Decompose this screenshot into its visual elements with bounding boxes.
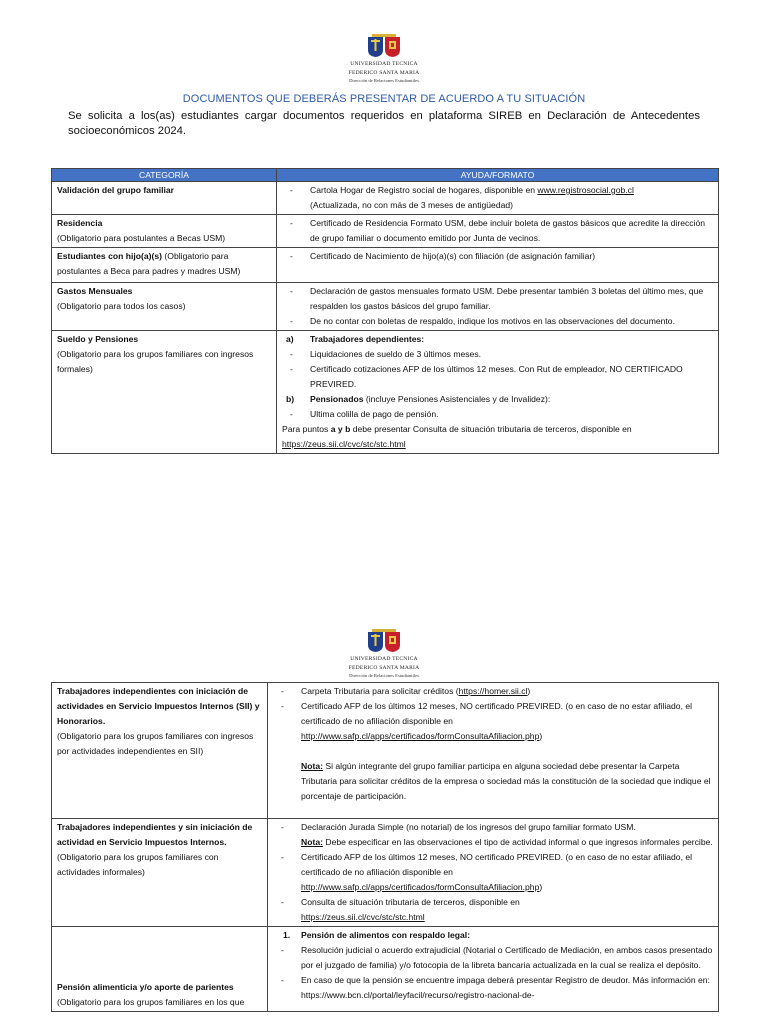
list-item — [273, 820, 713, 850]
category-title: Trabajadores independientes y sin iniciación de actividad en Servicio Impuestos Internos. — [57, 822, 253, 847]
document-title: DOCUMENTOS QUE DEBERÁS PRESENTAR DE ACUERDO A TU SITUACIÓN — [182, 93, 586, 105]
subsection-label — [273, 928, 713, 943]
table-row — [52, 683, 719, 819]
item-text: Carpeta Tributaria para solicitar créditos ( — [301, 686, 459, 696]
homer-sii-link[interactable]: https://homer.sii.cl — [458, 686, 528, 696]
subsection-marker: a) — [286, 334, 294, 344]
item-text: ) — [539, 731, 543, 741]
category-title: Gastos Mensuales — [57, 286, 133, 296]
help-cell — [277, 215, 719, 248]
help-cell — [268, 819, 719, 927]
help-cell — [268, 927, 719, 1012]
subsection-note: (incluye Pensiones Asistenciales y de Invalidez): — [363, 394, 551, 404]
category-note: (Obligatorio para los grupos familiares con actividades informales) — [57, 852, 219, 877]
nota-label: Nota: — [301, 761, 323, 771]
item-text: ) — [527, 686, 531, 696]
item-text: Certificado AFP de los últimos 12 meses, NO certificado PREVIRED. (o en caso de no estar afiliado, el certificado de no afiliación disponible en — [301, 701, 693, 726]
table-row — [52, 927, 719, 1012]
subsection-title: Pensión de alimentos con respaldo legal: — [301, 930, 471, 940]
item-text: Consulta de situación tributaria de terceros, disponible en — [301, 897, 520, 907]
tax-note — [282, 422, 713, 452]
list-item: - Certificado de Residencia Formato USM, debe incluir boleta de gastos básicos que acredite la dirección de grupo familiar o documento emitido por Junta de vecinos. — [282, 216, 713, 246]
category-cell — [52, 248, 277, 283]
category-cell — [52, 283, 277, 331]
list-item — [273, 895, 713, 925]
sii-stc-link[interactable]: https://zeus.sii.cl/cvc/stc/stc.html — [282, 439, 406, 449]
safp-link[interactable]: http://www.safp.cl/apps/certificados/formConsultaAfiliacion.php — [301, 882, 540, 892]
nota-block — [273, 759, 713, 804]
nota-text: Si algún integrante del grupo familiar participa en alguna sociedad debe presentar la Carpeta Tributaria para solicitar créditos de la empresa o sociedad más la constitución de la sociedad que indique el porcentaje de participación. — [301, 761, 711, 801]
documents-table-page-1 — [51, 168, 719, 454]
category-cell — [52, 927, 268, 1012]
item-text: Cartola Hogar de Registro social de hogares, disponible en — [310, 185, 538, 195]
table-row — [52, 331, 719, 454]
university-logo — [334, 629, 434, 679]
category-title: Validación del grupo familiar — [57, 185, 174, 195]
note-text: Para puntos — [282, 424, 331, 434]
table-header-row — [52, 169, 719, 182]
category-title: Pensión alimenticia y/o aporte de parientes — [57, 982, 234, 992]
department-name: Dirección de Relaciones Estudiantiles — [349, 672, 419, 678]
sii-stc-link[interactable]: https://zeus.sii.cl/cvc/stc/stc.html — [301, 912, 425, 922]
table-row — [52, 182, 719, 215]
category-cell — [52, 182, 277, 215]
note-text: debe presentar Consulta de situación tributaria de terceros, disponible en — [350, 424, 632, 434]
table-row — [52, 248, 719, 283]
category-note: (Obligatorio para los grupos familiares con ingresos formales) — [57, 349, 254, 374]
table-row — [52, 283, 719, 331]
category-title: Estudiantes con hijo(a)(s) — [57, 251, 163, 261]
subsection-marker: b) — [286, 394, 295, 404]
nota-label: Nota: — [301, 837, 323, 847]
header-help-format: AYUDA/FORMATO — [277, 169, 719, 182]
crest-icon — [366, 629, 402, 653]
list-item: - Certificado de Nacimiento de hijo(a)(s) con filiación (de asignación familiar) — [282, 249, 713, 264]
department-name: Dirección de Relaciones Estudiantiles — [349, 77, 419, 83]
category-note: (Obligatorio para los grupos familiares en los que — [57, 997, 245, 1007]
crest-icon — [366, 34, 402, 58]
help-cell — [277, 248, 719, 283]
university-name-line2: FEDERICO SANTA MARIA — [348, 665, 420, 672]
table-row — [52, 215, 719, 248]
category-cell — [52, 819, 268, 927]
registro-social-link[interactable]: www.registrosocial.gob.cl — [537, 185, 634, 195]
documents-table-page-2 — [51, 682, 719, 1012]
category-title: Residencia — [57, 218, 103, 228]
list-item: - Resolución judicial o acuerdo extrajudicial (Notarial o Certificado de Mediación, en ambos casos presentado por el juzgado de familia) y/o fotocopia de la libreta bancaria actualizada en la cual se realiza el depósito. — [273, 943, 713, 973]
list-item: - Declaración de gastos mensuales formato USM. Debe presentar también 3 boletas del último mes, que respalden los gastos básicos del grupo familiar. — [282, 284, 713, 314]
subsection-title: Pensionados — [310, 394, 364, 404]
header-category: CATEGORÍA — [52, 169, 277, 182]
category-note: (Obligatorio para postulantes a Beca para padres y madres USM) — [57, 251, 241, 276]
subsection-marker: 1. — [283, 930, 291, 940]
list-item: - Ultima colilla de pago de pensión. — [282, 407, 713, 422]
category-cell — [52, 331, 277, 454]
note-bold: a y b — [330, 424, 351, 434]
category-note: (Obligatorio para postulantes a Becas USM) — [57, 233, 226, 243]
item-text: Declaración Jurada Simple (no notarial) de los ingresos del grupo familiar formato USM. — [301, 822, 636, 832]
list-item: - En caso de que la pensión se encuentre impaga deberá presentar Registro de deudor. Más información en: https://www.bcn.cl/portal/leyfacil/recurso/registro-nacional-de- — [273, 973, 713, 1003]
help-cell — [277, 182, 719, 215]
intro-paragraph: Se solicita a los(as) estudiantes cargar documentos requeridos en plataforma SIREB en Declaración de Antecedentes socioeconómicos 2024. — [68, 110, 700, 137]
help-cell — [268, 683, 719, 819]
list-item — [273, 850, 713, 895]
list-item: - De no contar con boletas de respaldo, indique los motivos en las observaciones del documento. — [282, 314, 713, 329]
help-cell — [277, 331, 719, 454]
subsection-label — [282, 392, 713, 407]
category-cell — [52, 215, 277, 248]
category-note: (Obligatorio para todos los casos) — [57, 301, 186, 311]
item-text: ) — [539, 882, 543, 892]
category-cell — [52, 683, 268, 819]
list-item: - Liquidaciones de sueldo de 3 últimos meses. — [282, 347, 713, 362]
nota-text: Debe especificar en las observaciones el tipo de actividad informal o que ingresos informales percibe. — [322, 837, 713, 847]
list-item — [273, 684, 713, 699]
category-title: Trabajadores independientes con iniciación de actividades en Servicio Impuestos Internos (SII) y Honorarios. — [57, 686, 260, 726]
item-text: (Actualizada, no con más de 3 meses de antigüedad) — [310, 200, 514, 210]
table-row — [52, 819, 719, 927]
item-text: Certificado AFP de los últimos 12 meses, NO certificado PREVIRED. (o en caso de no estar afiliado, el certificado de no afiliación disponible en — [301, 852, 693, 877]
list-item — [282, 183, 713, 213]
university-logo — [334, 34, 434, 84]
university-name-line1: UNIVERSIDAD TECNICA — [350, 61, 418, 67]
subsection-label — [282, 332, 713, 347]
subsection-title: Trabajadores dependientes: — [310, 334, 425, 344]
safp-link[interactable]: http://www.safp.cl/apps/certificados/formConsultaAfiliacion.php — [301, 731, 540, 741]
list-item — [273, 699, 713, 744]
category-note: (Obligatorio para los grupos familiares con ingresos por actividades independientes en SII) — [57, 731, 254, 756]
list-item: - Certificado cotizaciones AFP de los últimos 12 meses. Con Rut de empleador, NO CERTIFICADO PREVIRED. — [282, 362, 713, 392]
university-name-line1: UNIVERSIDAD TECNICA — [350, 656, 418, 662]
help-cell — [277, 283, 719, 331]
university-name-line2: FEDERICO SANTA MARIA — [348, 70, 420, 77]
category-title: Sueldo y Pensiones — [57, 334, 139, 344]
